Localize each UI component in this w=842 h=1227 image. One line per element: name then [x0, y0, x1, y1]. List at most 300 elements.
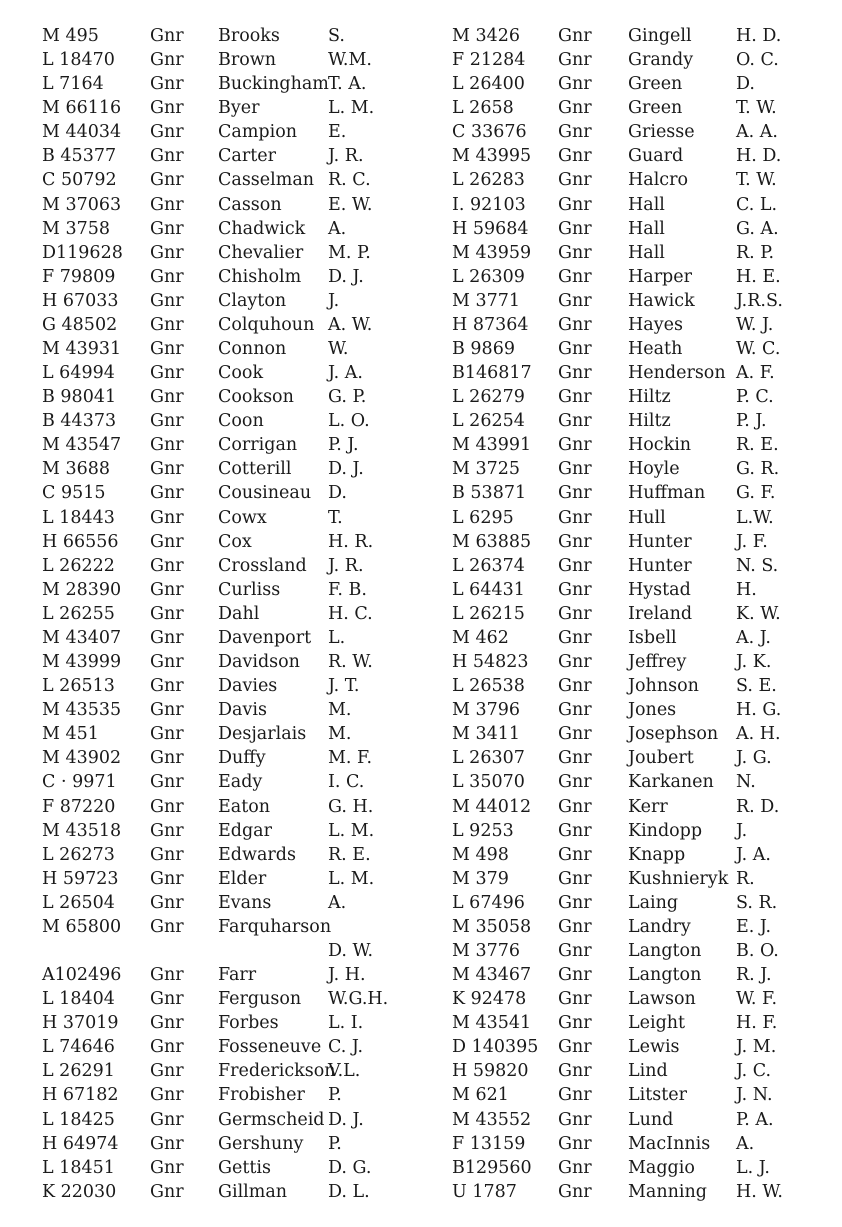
- surname: Cook: [218, 363, 264, 384]
- rank: Gnr: [558, 1133, 592, 1154]
- initials: L. O.: [328, 411, 370, 432]
- rank: Gnr: [558, 579, 592, 600]
- surname: Litster: [628, 1085, 687, 1106]
- rank: Gnr: [150, 844, 184, 865]
- initials: J. T.: [328, 676, 360, 697]
- surname: Griesse: [628, 122, 695, 143]
- initials: J.R.S.: [736, 290, 783, 311]
- rank: Gnr: [150, 218, 184, 239]
- initials: R. D.: [736, 796, 780, 817]
- initials: P. J.: [328, 435, 359, 456]
- service-number: L 18404: [42, 989, 115, 1010]
- initials: K. W.: [736, 603, 781, 624]
- service-number: G 48502: [42, 314, 118, 335]
- rank: Gnr: [558, 218, 592, 239]
- rank: Gnr: [150, 676, 184, 697]
- initials: P.: [328, 1085, 342, 1106]
- initials: P. J.: [736, 411, 767, 432]
- rank: Gnr: [150, 603, 184, 624]
- initials: H. G.: [736, 700, 782, 721]
- surname: Eaton: [218, 796, 271, 817]
- service-number: M 65800: [42, 916, 122, 937]
- service-number: F 21284: [452, 50, 526, 71]
- initials: J. R.: [328, 146, 364, 167]
- initials: C. L.: [736, 194, 778, 215]
- rank: Gnr: [150, 194, 184, 215]
- service-number: C · 9971: [42, 772, 117, 793]
- rank: Gnr: [558, 796, 592, 817]
- service-number: M 3725: [452, 459, 521, 480]
- surname: Hystad: [628, 579, 691, 600]
- surname: Gettis: [218, 1157, 271, 1178]
- service-number: L 6295: [452, 507, 514, 528]
- service-number: M 35058: [452, 916, 532, 937]
- service-number: M 43535: [42, 700, 122, 721]
- initials: A. A.: [736, 122, 778, 143]
- initials: D. W.: [328, 940, 374, 961]
- surname: Langton: [628, 965, 702, 986]
- rank: Gnr: [150, 1181, 184, 1202]
- initials: D. J.: [328, 1109, 364, 1130]
- initials: A. W.: [328, 314, 373, 335]
- initials: I. C.: [328, 772, 365, 793]
- service-number: M 43991: [452, 435, 532, 456]
- rank: Gnr: [558, 724, 592, 745]
- service-number: L 26513: [42, 676, 115, 697]
- rank: Gnr: [558, 170, 592, 191]
- initials: M.: [328, 700, 352, 721]
- service-number: M 3688: [42, 459, 111, 480]
- service-number: L 35070: [452, 772, 525, 793]
- service-number: L 18443: [42, 507, 115, 528]
- service-number: L 26309: [452, 266, 525, 287]
- rank: Gnr: [558, 387, 592, 408]
- service-number: M 3758: [42, 218, 111, 239]
- surname: Edwards: [218, 844, 296, 865]
- rank: Gnr: [150, 892, 184, 913]
- surname: Eady: [218, 772, 263, 793]
- service-number: L 26538: [452, 676, 525, 697]
- rank: Gnr: [150, 387, 184, 408]
- service-number: L 26279: [452, 387, 525, 408]
- initials: G. P.: [328, 387, 367, 408]
- initials: L.W.: [736, 507, 774, 528]
- surname: Hunter: [628, 531, 692, 552]
- initials: G. F.: [736, 483, 776, 504]
- initials: A. J.: [736, 627, 771, 648]
- surname: Langton: [628, 940, 702, 961]
- initials: T.: [328, 507, 343, 528]
- initials: A.: [328, 892, 347, 913]
- service-number: M 43541: [452, 1013, 532, 1034]
- surname: Crossland: [218, 555, 307, 576]
- service-number: K 92478: [452, 989, 527, 1010]
- initials: M. F.: [328, 748, 373, 769]
- surname: Evans: [218, 892, 272, 913]
- surname: Cookson: [218, 387, 294, 408]
- surname: Edgar: [218, 820, 272, 841]
- initials: J. M.: [736, 1037, 777, 1058]
- service-number: L 18425: [42, 1109, 115, 1130]
- surname: Hall: [628, 242, 665, 263]
- service-number: B 45377: [42, 146, 117, 167]
- service-number: L 26291: [42, 1061, 115, 1082]
- rank: Gnr: [150, 507, 184, 528]
- rank: Gnr: [150, 435, 184, 456]
- surname: Green: [628, 98, 683, 119]
- surname: Huffman: [628, 483, 706, 504]
- surname: Isbell: [628, 627, 677, 648]
- surname: Hayes: [628, 314, 683, 335]
- service-number: M 43995: [452, 146, 532, 167]
- rank: Gnr: [558, 652, 592, 673]
- rank: Gnr: [150, 989, 184, 1010]
- rank: Gnr: [558, 748, 592, 769]
- initials: R. P.: [736, 242, 775, 263]
- rank: Gnr: [150, 555, 184, 576]
- initials: P. A.: [736, 1109, 774, 1130]
- rank: Gnr: [150, 170, 184, 191]
- service-number: L 26283: [452, 170, 525, 191]
- service-number: M 621: [452, 1085, 509, 1106]
- service-number: L 26254: [452, 411, 525, 432]
- rank: Gnr: [558, 916, 592, 937]
- initials: L.: [328, 627, 346, 648]
- surname: Fosseneuve: [218, 1037, 322, 1058]
- rank: Gnr: [558, 459, 592, 480]
- surname: Jones: [628, 700, 677, 721]
- surname: Frederickson: [218, 1061, 336, 1082]
- rank: Gnr: [558, 266, 592, 287]
- surname: Gingell: [628, 26, 692, 46]
- surname: Knapp: [628, 844, 686, 865]
- initials: W. C.: [736, 339, 781, 360]
- rank: Gnr: [150, 459, 184, 480]
- surname: Heath: [628, 339, 683, 360]
- rank: Gnr: [150, 965, 184, 986]
- rank: Gnr: [150, 242, 184, 263]
- service-number: M 43518: [42, 820, 122, 841]
- service-number: H 67033: [42, 290, 119, 311]
- surname: Kerr: [628, 796, 668, 817]
- service-number: L 74646: [42, 1037, 115, 1058]
- service-number: L 26222: [42, 555, 115, 576]
- rank: Gnr: [150, 146, 184, 167]
- initials: J. C.: [736, 1061, 772, 1082]
- surname: Duffy: [218, 748, 266, 769]
- service-number: B 44373: [42, 411, 117, 432]
- rank: Gnr: [150, 50, 184, 71]
- initials: H. C.: [328, 603, 373, 624]
- service-number: F 13159: [452, 1133, 526, 1154]
- initials: E. J.: [736, 916, 772, 937]
- rank: Gnr: [558, 965, 592, 986]
- initials: O. C.: [736, 50, 779, 71]
- rank: Gnr: [150, 531, 184, 552]
- service-number: K 22030: [42, 1181, 117, 1202]
- initials: J. A.: [736, 844, 771, 865]
- initials: D.: [328, 483, 347, 504]
- surname: Chevalier: [218, 242, 304, 263]
- service-number: M 43552: [452, 1109, 532, 1130]
- rank: Gnr: [150, 748, 184, 769]
- initials: N.: [736, 772, 756, 793]
- surname: Manning: [628, 1181, 707, 1202]
- surname: Brooks: [218, 26, 280, 46]
- initials: D. J.: [328, 266, 364, 287]
- rank: Gnr: [558, 411, 592, 432]
- initials: L. I.: [328, 1013, 364, 1034]
- rank: Gnr: [558, 74, 592, 95]
- rank: Gnr: [150, 290, 184, 311]
- service-number: D 140395: [452, 1037, 539, 1058]
- service-number: F 87220: [42, 796, 116, 817]
- rank: Gnr: [558, 1157, 592, 1178]
- rank: Gnr: [558, 1181, 592, 1202]
- initials: D.: [736, 74, 755, 95]
- initials: R.: [736, 868, 755, 889]
- service-number: M 3426: [452, 26, 521, 46]
- service-number: C 50792: [42, 170, 117, 191]
- service-number: M 43407: [42, 627, 122, 648]
- initials: R. E.: [736, 435, 779, 456]
- rank: Gnr: [150, 122, 184, 143]
- service-number: B129560: [452, 1157, 532, 1178]
- initials: V.L.: [328, 1061, 361, 1082]
- initials: J. N.: [736, 1085, 773, 1106]
- rank: Gnr: [150, 483, 184, 504]
- service-number: L 26215: [452, 603, 525, 624]
- service-number: M 44012: [452, 796, 532, 817]
- initials: A.: [328, 218, 347, 239]
- initials: A. H.: [736, 724, 781, 745]
- initials: A. F.: [736, 363, 775, 384]
- surname: Hawick: [628, 290, 695, 311]
- surname: Lewis: [628, 1037, 680, 1058]
- surname: Hull: [628, 507, 666, 528]
- service-number: L 18470: [42, 50, 115, 71]
- rank: Gnr: [150, 772, 184, 793]
- surname: Harper: [628, 266, 692, 287]
- rank: Gnr: [150, 1061, 184, 1082]
- surname: Gershuny: [218, 1133, 304, 1154]
- service-number: M 495: [42, 26, 99, 46]
- rank: Gnr: [150, 1133, 184, 1154]
- rank: Gnr: [558, 339, 592, 360]
- surname: Davidson: [218, 652, 300, 673]
- rank: Gnr: [558, 772, 592, 793]
- surname: Casselman: [218, 170, 315, 191]
- rank: Gnr: [558, 700, 592, 721]
- service-number: L 26255: [42, 603, 115, 624]
- surname: Lawson: [628, 989, 696, 1010]
- surname: Campion: [218, 122, 298, 143]
- surname: Corrigan: [218, 435, 298, 456]
- initials: J. H.: [328, 965, 366, 986]
- initials: L. J.: [736, 1157, 770, 1178]
- initials: P. C.: [736, 387, 774, 408]
- service-number: H 54823: [452, 652, 529, 673]
- service-number: M 44034: [42, 122, 122, 143]
- service-number: L 64431: [452, 579, 525, 600]
- surname: Ireland: [628, 603, 693, 624]
- service-number: L 26504: [42, 892, 115, 913]
- rank: Gnr: [150, 916, 184, 937]
- service-number: H 87364: [452, 314, 529, 335]
- surname: Coon: [218, 411, 264, 432]
- rank: Gnr: [558, 1013, 592, 1034]
- rank: Gnr: [558, 194, 592, 215]
- initials: H. F.: [736, 1013, 778, 1034]
- surname: Johnson: [628, 676, 699, 697]
- surname: MacInnis: [628, 1133, 711, 1154]
- rank: Gnr: [558, 122, 592, 143]
- initials: E. W.: [328, 194, 373, 215]
- rank: Gnr: [150, 1109, 184, 1130]
- rank: Gnr: [150, 820, 184, 841]
- service-number: H 59684: [452, 218, 529, 239]
- service-number: M 63885: [452, 531, 532, 552]
- rank: Gnr: [150, 627, 184, 648]
- service-number: M 43999: [42, 652, 122, 673]
- initials: D. L.: [328, 1181, 370, 1202]
- initials: H.: [736, 579, 757, 600]
- service-number: M 451: [42, 724, 99, 745]
- surname: Frobisher: [218, 1085, 305, 1106]
- rank: Gnr: [558, 676, 592, 697]
- initials: R. J.: [736, 965, 772, 986]
- surname: Karkanen: [628, 772, 714, 793]
- rank: Gnr: [558, 1037, 592, 1058]
- rank: Gnr: [558, 989, 592, 1010]
- surname: Josephson: [628, 724, 719, 745]
- service-number: L 2658: [452, 98, 514, 119]
- service-number: D119628: [42, 242, 123, 263]
- initials: W. J.: [736, 314, 774, 335]
- service-number: M 43902: [42, 748, 122, 769]
- surname: Hunter: [628, 555, 692, 576]
- surname: Jeffrey: [628, 652, 687, 673]
- initials: S. E.: [736, 676, 777, 697]
- surname: Cotterill: [218, 459, 292, 480]
- surname: Farr: [218, 965, 257, 986]
- service-number: M 3411: [452, 724, 521, 745]
- surname: Leight: [628, 1013, 686, 1034]
- surname: Carter: [218, 146, 276, 167]
- service-number: M 3771: [452, 290, 521, 311]
- rank: Gnr: [150, 1013, 184, 1034]
- initials: R. E.: [328, 844, 371, 865]
- initials: J.: [328, 290, 340, 311]
- rank: Gnr: [558, 50, 592, 71]
- rank: Gnr: [150, 700, 184, 721]
- initials: W.M.: [328, 50, 372, 71]
- initials: S. R.: [736, 892, 778, 913]
- initials: R. C.: [328, 170, 371, 191]
- rank: Gnr: [558, 483, 592, 504]
- surname: Cowx: [218, 507, 267, 528]
- initials: M. P.: [328, 242, 371, 263]
- initials: D. G.: [328, 1157, 372, 1178]
- surname: Dahl: [218, 603, 260, 624]
- rank: Gnr: [558, 892, 592, 913]
- rank: Gnr: [558, 242, 592, 263]
- surname: Grandy: [628, 50, 694, 71]
- service-number: H 37019: [42, 1013, 119, 1034]
- rank: Gnr: [558, 507, 592, 528]
- surname: Davies: [218, 676, 278, 697]
- surname: Lund: [628, 1109, 674, 1130]
- initials: H. W.: [736, 1181, 783, 1202]
- service-number: M 3776: [452, 940, 521, 961]
- initials: F. B.: [328, 579, 367, 600]
- surname: Hall: [628, 218, 665, 239]
- rank: Gnr: [150, 1085, 184, 1106]
- service-number: M 3796: [452, 700, 521, 721]
- initials: B. O.: [736, 940, 779, 961]
- rank: Gnr: [558, 844, 592, 865]
- initials: J. K.: [736, 652, 772, 673]
- rank: Gnr: [150, 266, 184, 287]
- rank: Gnr: [150, 579, 184, 600]
- surname: Colquhoun: [218, 314, 315, 335]
- initials: T. W.: [736, 170, 777, 191]
- surname: Hiltz: [628, 411, 671, 432]
- initials: G. H.: [328, 796, 374, 817]
- service-number: C 9515: [42, 483, 106, 504]
- rank: Gnr: [558, 868, 592, 889]
- rank: Gnr: [150, 1157, 184, 1178]
- surname: Hoyle: [628, 459, 680, 480]
- surname: Clayton: [218, 290, 287, 311]
- initials: L. M.: [328, 98, 375, 119]
- rank: Gnr: [558, 1085, 592, 1106]
- service-number: L 26374: [452, 555, 525, 576]
- rank: Gnr: [558, 314, 592, 335]
- surname: Curliss: [218, 579, 281, 600]
- rank: Gnr: [558, 435, 592, 456]
- surname: Henderson: [628, 363, 726, 384]
- initials: H. D.: [736, 146, 782, 167]
- rank: Gnr: [558, 363, 592, 384]
- service-number: H 64974: [42, 1133, 119, 1154]
- initials: J.: [736, 820, 748, 841]
- rank: Gnr: [150, 98, 184, 119]
- service-number: A102496: [42, 965, 122, 986]
- initials: S.: [328, 26, 345, 46]
- rank: Gnr: [150, 74, 184, 95]
- rank: Gnr: [150, 1037, 184, 1058]
- service-number: L 18451: [42, 1157, 115, 1178]
- initials: W.: [328, 339, 349, 360]
- service-number: I. 92103: [452, 194, 526, 215]
- initials: T. W.: [736, 98, 777, 119]
- rank: Gnr: [150, 868, 184, 889]
- surname: Casson: [218, 194, 282, 215]
- rank: Gnr: [558, 555, 592, 576]
- rank: Gnr: [150, 363, 184, 384]
- surname: Ferguson: [218, 989, 302, 1010]
- rank: Gnr: [558, 290, 592, 311]
- surname: Forbes: [218, 1013, 279, 1034]
- initials: E.: [328, 122, 347, 143]
- service-number: L 7164: [42, 74, 104, 95]
- initials: J. A.: [328, 363, 363, 384]
- rank: Gnr: [558, 98, 592, 119]
- rank: Gnr: [150, 339, 184, 360]
- surname: Laing: [628, 892, 679, 913]
- initials: C. J.: [328, 1037, 364, 1058]
